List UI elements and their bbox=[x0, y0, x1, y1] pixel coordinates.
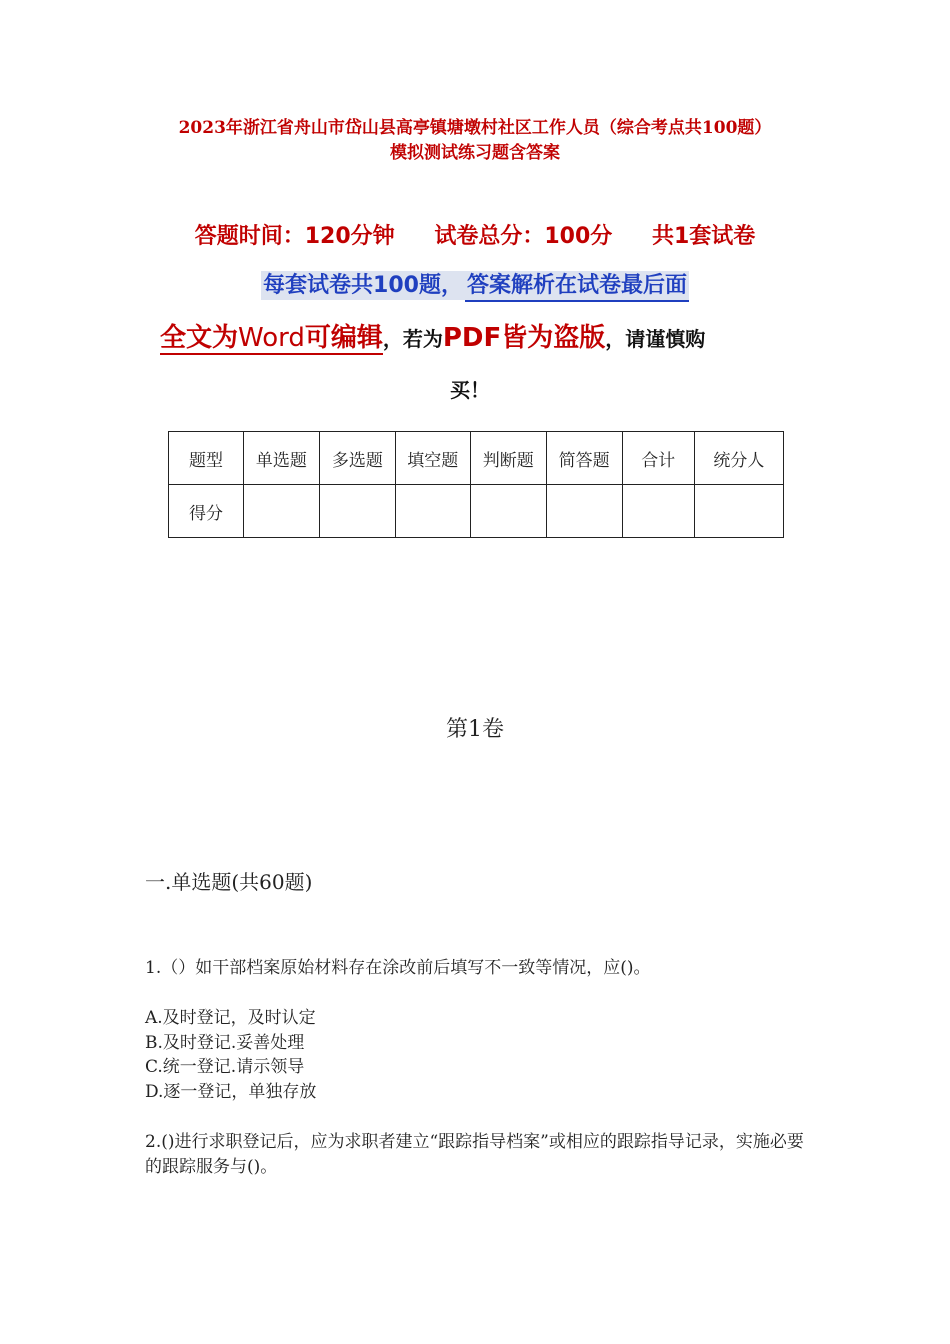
question-2: 2.()进行求职登记后，应为求职者建立“跟踪指导档案”或相应的跟踪指导记录，实施必要的跟踪服务与()。 bbox=[145, 1132, 804, 1177]
banner-part-2: 答案解析在试卷最后面 bbox=[465, 271, 689, 302]
score-row bbox=[169, 485, 784, 538]
piracy-notice bbox=[160, 313, 800, 415]
score-row-label: 得分 bbox=[169, 485, 244, 538]
header-cell: 填空题 bbox=[395, 432, 470, 485]
title-line-1: 2023年浙江省舟山市岱山县高亭镇塘墩村社区工作人员（综合考点共100题） bbox=[178, 118, 772, 138]
score-cell[interactable] bbox=[243, 485, 319, 538]
section-heading: 一.单选题(共60题) bbox=[145, 870, 313, 894]
notice-word: Word bbox=[238, 323, 305, 353]
score-cell[interactable] bbox=[622, 485, 694, 538]
score-cell[interactable] bbox=[319, 485, 395, 538]
notice-editable bbox=[160, 323, 383, 355]
notice-a: 全文为 bbox=[160, 323, 239, 353]
title-line-2: 模拟测试练习题含答案 bbox=[390, 143, 560, 163]
notice-d: ，请谨慎购 bbox=[605, 327, 706, 351]
header-cell: 判断题 bbox=[470, 432, 546, 485]
option-d: D.逐一登记，单独存放 bbox=[145, 1081, 317, 1102]
document-title bbox=[60, 116, 890, 166]
header-cell: 多选题 bbox=[319, 432, 395, 485]
score-cell[interactable] bbox=[546, 485, 622, 538]
header-cell: 统分人 bbox=[694, 432, 783, 485]
option-a: A.及时登记，及时认定 bbox=[145, 1008, 316, 1028]
header-cell: 简答题 bbox=[546, 432, 622, 485]
score-cell[interactable] bbox=[694, 485, 783, 538]
score-header-row bbox=[169, 432, 784, 485]
score-table bbox=[168, 431, 784, 538]
option-c: C.统一登记.请示领导 bbox=[145, 1057, 305, 1077]
option-b: B.及时登记.妥善处理 bbox=[145, 1032, 305, 1053]
notice-b: 可编辑 bbox=[304, 323, 383, 353]
banner-part-1: 每套试卷共100题， bbox=[263, 273, 463, 298]
exam-time: 答题时间：120分钟 bbox=[194, 224, 395, 249]
score-cell[interactable] bbox=[395, 485, 470, 538]
volume-heading: 第1卷 bbox=[446, 717, 504, 742]
question-1: 1.（）如干部档案原始材料存在涂改前后填写不一致等情况，应()。 bbox=[145, 958, 651, 978]
header-cell: 题型 bbox=[169, 432, 244, 485]
notice-pdf: PDF皆为盗版 bbox=[442, 323, 606, 353]
exam-sets: 共1套试卷 bbox=[651, 224, 756, 249]
exam-total: 试卷总分：100分 bbox=[434, 224, 613, 249]
question-1-options bbox=[145, 1006, 316, 1104]
score-cell[interactable] bbox=[470, 485, 546, 538]
header-cell: 合计 bbox=[622, 432, 694, 485]
answer-banner bbox=[0, 268, 950, 299]
notice-e: 买！ bbox=[450, 378, 490, 402]
notice-c: ，若为 bbox=[382, 327, 443, 351]
header-cell: 单选题 bbox=[243, 432, 319, 485]
exam-info bbox=[0, 219, 950, 250]
